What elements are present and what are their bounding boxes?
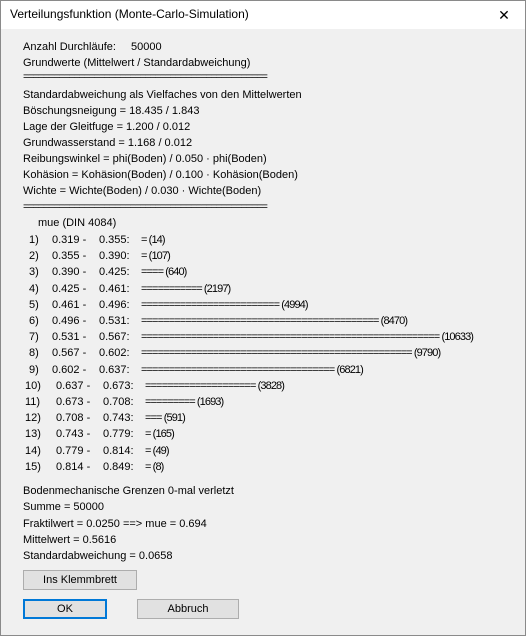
std-note: Standardabweichung als Vielfaches von den Mittelwerten bbox=[23, 89, 302, 101]
histogram-row-index: 11) bbox=[25, 396, 41, 408]
histogram-row-upper: 0.567: bbox=[99, 331, 130, 344]
histogram-row-upper: 0.743: bbox=[103, 412, 134, 425]
histogram-row-bar: === (591) bbox=[145, 412, 185, 425]
histogram-row-lower: 0.743 - bbox=[56, 428, 91, 441]
histogram-row-lower: 0.496 - bbox=[52, 315, 87, 327]
histogram-row-index: 2) bbox=[29, 250, 39, 263]
summary-line: Bodenmechanische Grenzen 0-mal verletzt bbox=[23, 485, 234, 497]
histogram-row-lower: 0.673 - bbox=[56, 396, 91, 408]
histogram-row-upper: 0.708: bbox=[103, 396, 134, 408]
histogram-row-bar: =================================== (6821) bbox=[141, 363, 363, 376]
histogram-row-bar: ==== (640) bbox=[141, 266, 187, 279]
cancel-button[interactable]: Abbruch bbox=[137, 599, 239, 619]
histogram-row-index: 14) bbox=[25, 444, 41, 457]
parameter-line: Kohäsion = Kohäsion(Boden) / 0.100 · Kohäsion(Boden) bbox=[23, 169, 298, 181]
histogram-row-bar: = (8) bbox=[145, 460, 164, 473]
histogram-row-bar: ================================================= (9790) bbox=[141, 347, 441, 360]
histogram-row-lower: 0.637 - bbox=[56, 379, 91, 392]
histogram-row-lower: 0.708 - bbox=[56, 412, 91, 425]
histogram-row-lower: 0.390 - bbox=[52, 266, 87, 279]
window-title: Verteilungsfunktion (Monte-Carlo-Simulation) bbox=[10, 7, 249, 21]
histogram-row-upper: 0.673: bbox=[103, 379, 134, 392]
histogram-row-upper: 0.849: bbox=[103, 460, 134, 473]
histogram-row-upper: 0.531: bbox=[99, 315, 130, 327]
histogram-row-upper: 0.637: bbox=[99, 363, 130, 376]
histogram-row-bar: ========= (1693) bbox=[145, 396, 224, 408]
basic-values-heading: Grundwerte (Mittelwert / Standardabweichung) bbox=[23, 57, 251, 69]
histogram-row-bar: = (107) bbox=[141, 250, 170, 263]
histogram-row-bar: ========================= (4994) bbox=[141, 298, 308, 311]
histogram-row-index: 12) bbox=[25, 412, 41, 425]
histogram-row-upper: 0.425: bbox=[99, 266, 130, 279]
histogram-row-bar: =========================================== (8470) bbox=[141, 315, 408, 327]
histogram-row-bar: ====================================================== (10633) bbox=[141, 331, 474, 344]
histogram-row-lower: 0.814 - bbox=[56, 460, 91, 473]
histogram-row-upper: 0.496: bbox=[99, 298, 130, 311]
parameter-line: Reibungswinkel = phi(Boden) / 0.050 · phi(Boden) bbox=[23, 153, 267, 165]
close-icon[interactable]: ✕ bbox=[498, 7, 510, 23]
runs-value: 50000 bbox=[131, 41, 162, 53]
separator: ================================================ bbox=[23, 201, 267, 213]
histogram-row-upper: 0.779: bbox=[103, 428, 134, 441]
histogram-row-lower: 0.461 - bbox=[52, 298, 87, 311]
copy-to-clipboard-button[interactable]: Ins Klemmbrett bbox=[23, 570, 137, 590]
separator: ================================================ bbox=[23, 71, 267, 83]
histogram-row-index: 10) bbox=[25, 379, 41, 392]
title-bar bbox=[1, 1, 525, 29]
histogram-row-lower: 0.319 - bbox=[52, 234, 87, 246]
histogram-row-upper: 0.602: bbox=[99, 347, 130, 360]
summary-line: Fraktilwert = 0.0250 ==> mue = 0.694 bbox=[23, 517, 207, 530]
runs-label: Anzahl Durchläufe: bbox=[23, 41, 116, 53]
histogram-row-upper: 0.355: bbox=[99, 234, 130, 246]
histogram-row-index: 8) bbox=[29, 347, 39, 360]
ok-button[interactable]: OK bbox=[23, 599, 107, 619]
histogram-row-index: 5) bbox=[29, 298, 39, 311]
summary-line: Standardabweichung = 0.0658 bbox=[23, 550, 173, 563]
histogram-row-bar: = (49) bbox=[145, 444, 169, 457]
histogram-row-index: 3) bbox=[29, 266, 39, 279]
histogram-row-index: 15) bbox=[25, 460, 41, 473]
parameter-line: Lage der Gleitfuge = 1.200 / 0.012 bbox=[23, 121, 191, 133]
histogram-row-index: 13) bbox=[25, 428, 41, 441]
summary-line: Mittelwert = 0.5616 bbox=[23, 533, 117, 546]
histogram-row-lower: 0.531 - bbox=[52, 331, 87, 344]
histogram-row-lower: 0.425 - bbox=[52, 282, 87, 295]
histogram-row-lower: 0.779 - bbox=[56, 444, 91, 457]
histogram-row-upper: 0.390: bbox=[99, 250, 130, 263]
histogram-row-upper: 0.814: bbox=[103, 444, 134, 457]
histogram-row-index: 6) bbox=[29, 315, 39, 327]
parameter-line: Böschungsneigung = 18.435 / 1.843 bbox=[23, 105, 200, 117]
histogram-heading: mue (DIN 4084) bbox=[38, 217, 117, 229]
histogram-row-index: 1) bbox=[29, 234, 39, 246]
histogram-row-index: 4) bbox=[29, 282, 39, 295]
histogram-row-lower: 0.355 - bbox=[52, 250, 87, 263]
parameter-line: Wichte = Wichte(Boden) / 0.030 · Wichte(Boden) bbox=[23, 185, 262, 197]
histogram-row-lower: 0.567 - bbox=[52, 347, 87, 360]
histogram-row-bar: =========== (2197) bbox=[141, 282, 231, 295]
histogram-row-bar: ==================== (3828) bbox=[145, 379, 285, 392]
histogram-row-bar: = (165) bbox=[145, 428, 174, 441]
histogram-row-lower: 0.602 - bbox=[52, 363, 87, 376]
parameter-line: Grundwasserstand = 1.168 / 0.012 bbox=[23, 137, 193, 149]
histogram-row-index: 9) bbox=[29, 363, 39, 376]
histogram-row-bar: = (14) bbox=[141, 234, 165, 246]
summary-line: Summe = 50000 bbox=[23, 501, 105, 514]
histogram-row-upper: 0.461: bbox=[99, 282, 130, 295]
histogram-row-index: 7) bbox=[29, 331, 39, 344]
